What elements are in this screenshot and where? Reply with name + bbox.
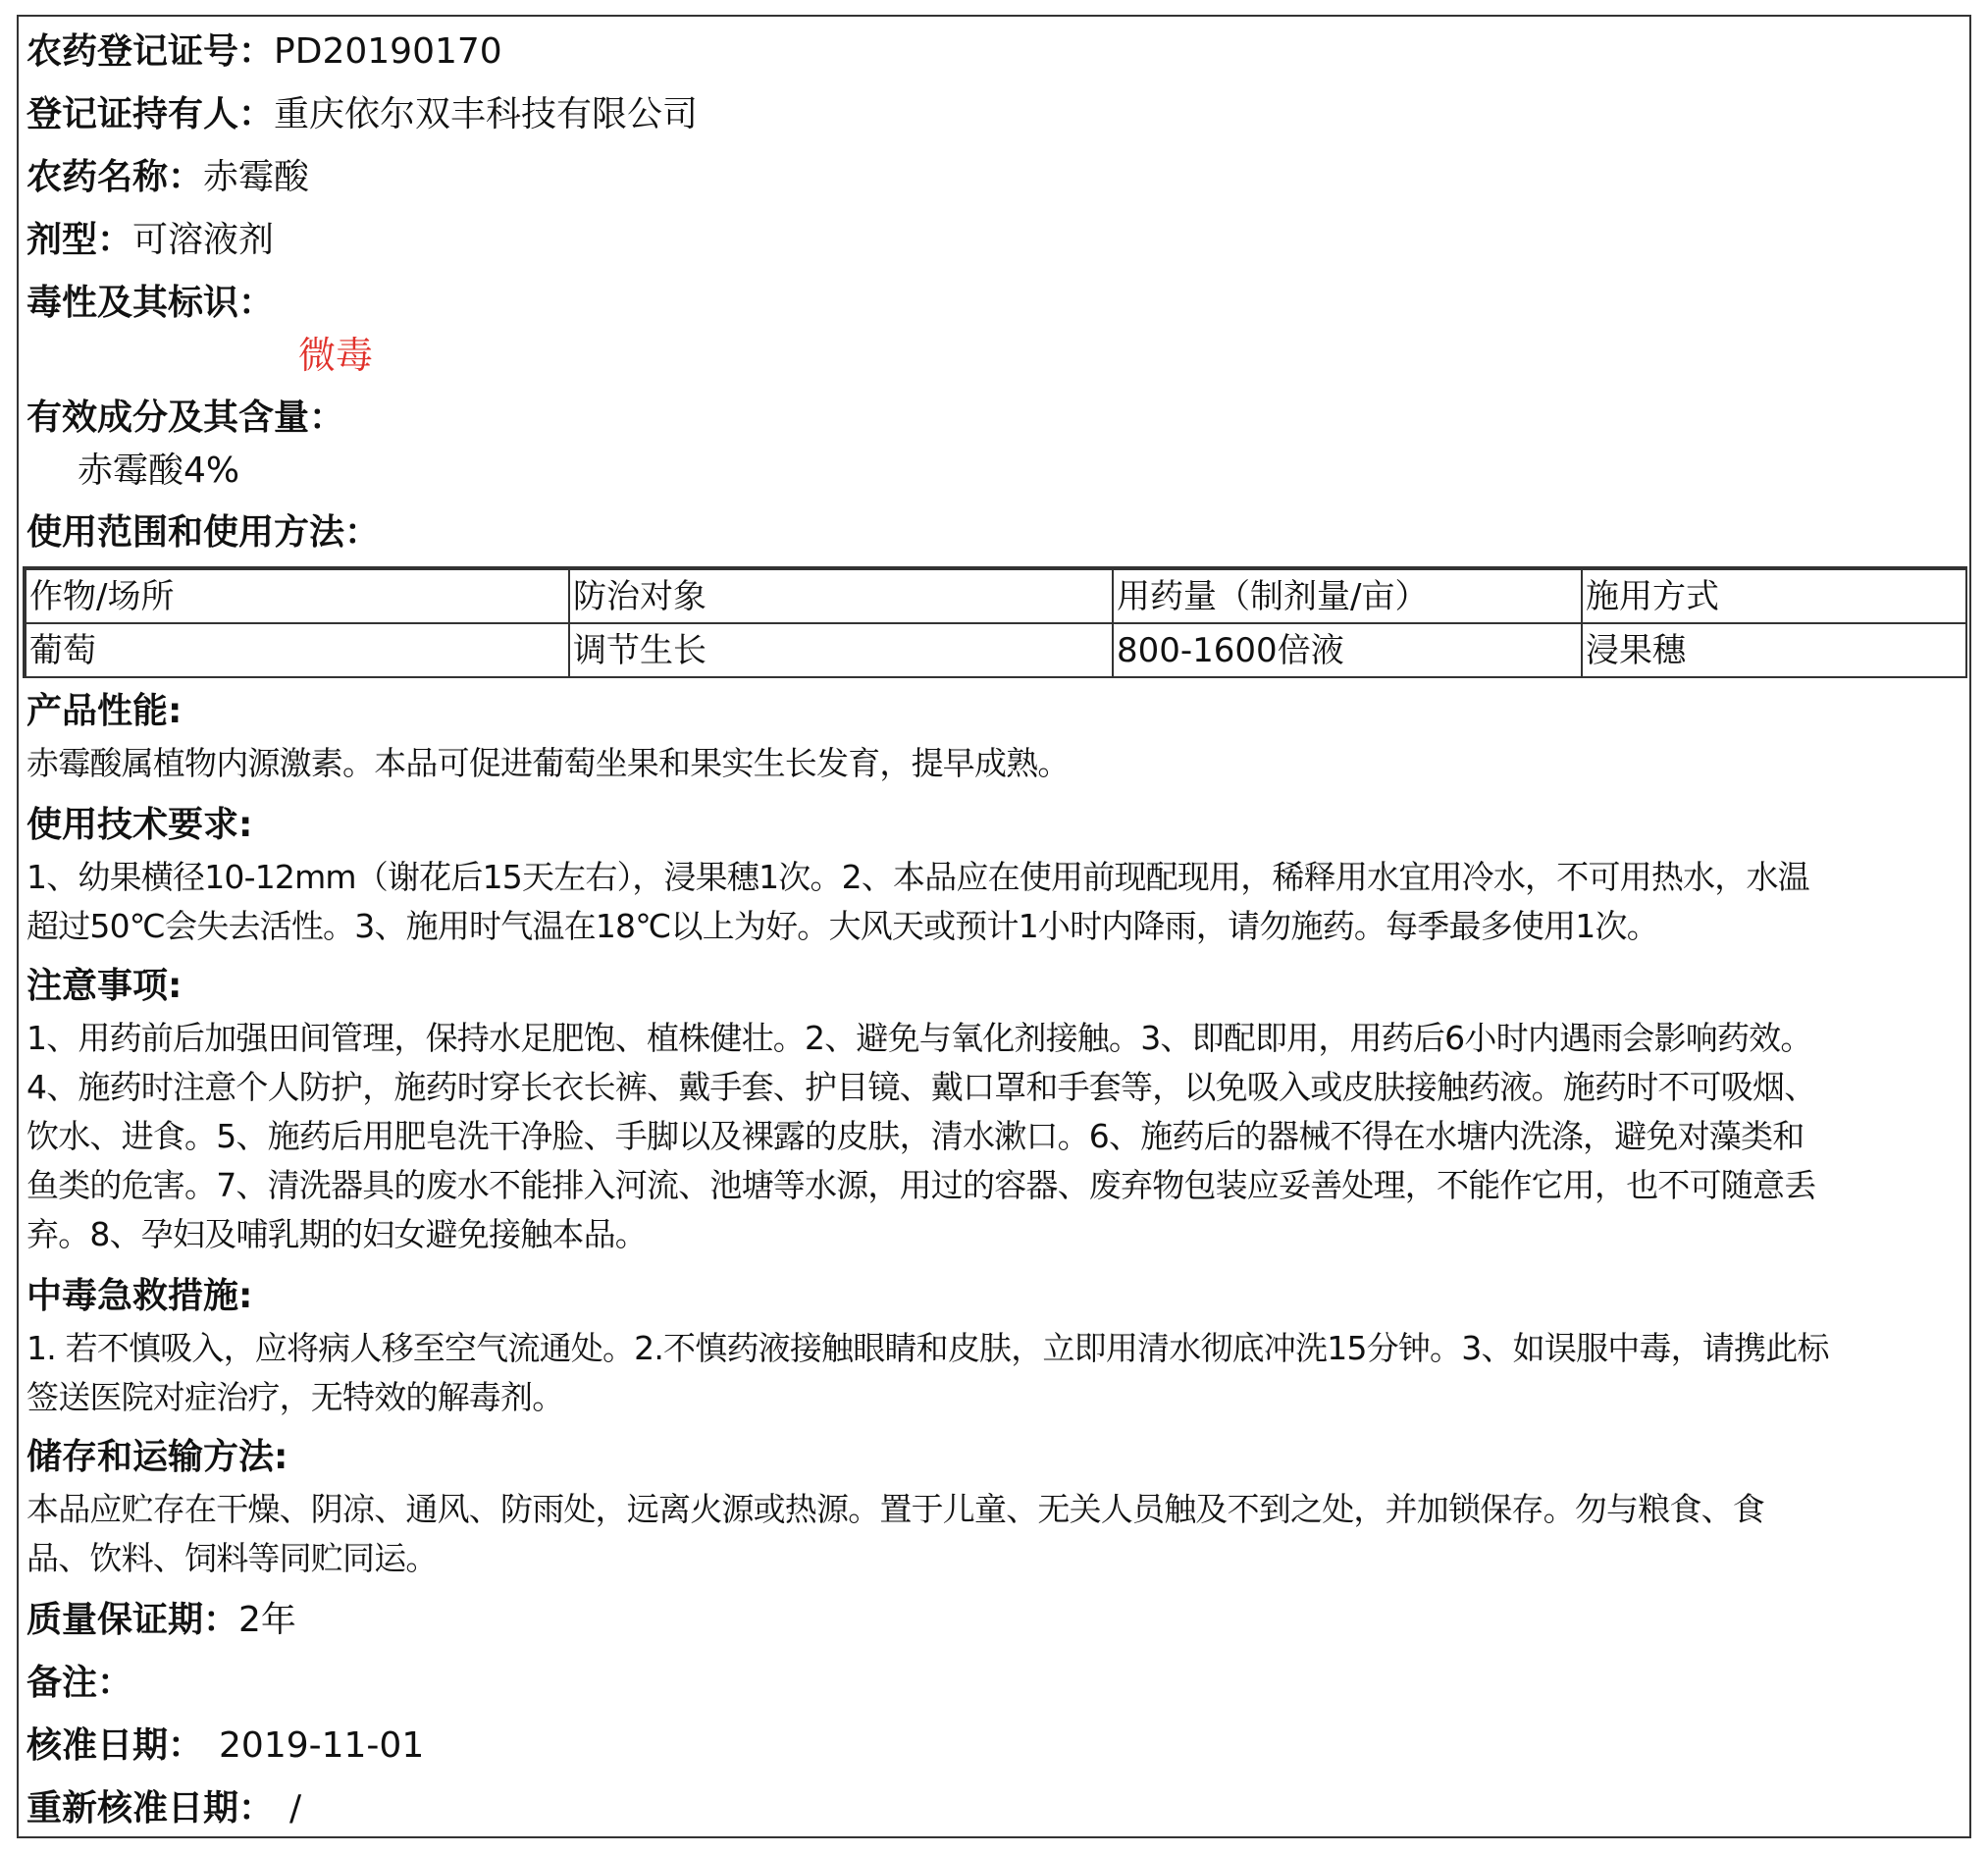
registrant-value: 重庆依尔双丰科技有限公司 bbox=[274, 94, 699, 134]
remarks-row bbox=[26, 1662, 132, 1705]
shelf-life-label: 质量保证期： bbox=[26, 1600, 239, 1640]
usage-label: 使用范围和使用方法： bbox=[26, 512, 381, 553]
label-document bbox=[17, 15, 1971, 1838]
performance-label: 产品性能: bbox=[26, 691, 183, 731]
table-row bbox=[26, 623, 1966, 677]
precautions-line: 鱼类的危害。7、清洗器具的废水不能排入河流、池塘等水源，用过的容器、废弃物包装应妥善处理，不能作它用，也不可随意丢 bbox=[26, 1166, 1816, 1204]
pesticide-name-row bbox=[26, 156, 309, 199]
usage-cell-crop: 葡萄 bbox=[26, 623, 569, 677]
technical-requirements-label: 使用技术要求: bbox=[26, 805, 253, 845]
pesticide-name-value: 赤霉酸 bbox=[203, 157, 310, 197]
registration-number-label: 农药登记证号： bbox=[26, 31, 275, 72]
usage-row bbox=[26, 511, 380, 555]
formulation-value: 可溶液剂 bbox=[132, 220, 275, 260]
pesticide-name-label: 农药名称： bbox=[26, 157, 204, 197]
registration-number-row bbox=[26, 30, 502, 74]
precautions-line: 弃。8、孕妇及哺乳期的妇女避免接触本品。 bbox=[26, 1215, 647, 1253]
registration-number-value: PD20190170 bbox=[274, 31, 502, 72]
precautions-heading bbox=[26, 965, 182, 1008]
technical-requirements-line: 1、幼果横径10-12mm（谢花后15天左右），浸果穗1次。2、本品应在使用前现配现用，稀释用水宜用冷水，不可用热水，水温 bbox=[26, 858, 1809, 896]
precautions-text bbox=[26, 1014, 1979, 1259]
technical-requirements-text bbox=[26, 853, 1979, 951]
storage-text bbox=[26, 1485, 1979, 1583]
first-aid-label: 中毒急救措施: bbox=[26, 1276, 253, 1316]
precautions-line: 饮水、进食。5、施药后用肥皂洗干净脸、手脚以及裸露的皮肤，清水漱口。6、施药后的器械不得在水塘内洗涤，避免对藻类和 bbox=[26, 1117, 1805, 1155]
approval-date-value: 2019-11-01 bbox=[219, 1725, 425, 1766]
approval-date-label: 核准日期： bbox=[26, 1725, 204, 1766]
usage-header-target: 防治对象 bbox=[569, 569, 1113, 623]
formulation-label: 剂型： bbox=[26, 220, 133, 260]
technical-requirements-heading bbox=[26, 804, 252, 847]
usage-cell-target: 调节生长 bbox=[569, 623, 1113, 677]
precautions-label: 注意事项: bbox=[26, 966, 183, 1006]
approval-date-row bbox=[26, 1724, 424, 1768]
usage-header-method: 施用方式 bbox=[1582, 569, 1966, 623]
storage-label: 储存和运输方法: bbox=[26, 1437, 288, 1477]
usage-header-crop: 作物/场所 bbox=[26, 569, 569, 623]
storage-line: 本品应贮存在干燥、阴凉、通风、防雨处，远离火源或热源。置于儿童、无关人员触及不到之处，并加锁保存。勿与粮食、食 bbox=[26, 1490, 1765, 1528]
active-ingredient-label: 有效成分及其含量： bbox=[26, 398, 345, 438]
active-ingredient-value: 赤霉酸4% bbox=[78, 450, 240, 491]
precautions-line: 4、施药时注意个人防护，施药时穿长衣长裤、戴手套、护目镜、戴口罩和手套等，以免吸入或皮肤接触药液。施药时不可吸烟、 bbox=[26, 1068, 1816, 1106]
reapproval-date-value: / bbox=[289, 1788, 302, 1828]
registrant-row bbox=[26, 93, 698, 136]
reapproval-date-label: 重新核准日期： bbox=[26, 1788, 275, 1828]
first-aid-line: 签送医院对症治疗，无特效的解毒剂。 bbox=[26, 1378, 564, 1416]
shelf-life-value: 2年 bbox=[238, 1600, 296, 1640]
first-aid-heading bbox=[26, 1275, 252, 1318]
performance-line: 赤霉酸属植物内源激素。本品可促进葡萄坐果和果实生长发育，提早成熟。 bbox=[26, 744, 1070, 782]
usage-table-header-row bbox=[26, 569, 1966, 623]
formulation-row bbox=[26, 219, 274, 262]
performance-heading bbox=[26, 690, 182, 733]
technical-requirements-line: 超过50℃会失去活性。3、施用时气温在18℃以上为好。大风天或预计1小时内降雨，请勿施药。每季最多使用1次。 bbox=[26, 907, 1658, 945]
usage-table bbox=[25, 568, 1967, 678]
usage-header-dosage: 用药量（制剂量/亩） bbox=[1113, 569, 1582, 623]
performance-text bbox=[26, 739, 1979, 788]
toxicity-mark: 微毒 bbox=[298, 334, 374, 377]
remarks-label: 备注： bbox=[26, 1663, 133, 1703]
active-ingredient-row bbox=[26, 397, 344, 440]
usage-cell-method: 浸果穗 bbox=[1582, 623, 1966, 677]
first-aid-line: 1. 若不慎吸入，应将病人移至空气流通处。2.不慎药液接触眼睛和皮肤，立即用清水彻底冲洗15分钟。3、如误服中毒，请携此标 bbox=[26, 1329, 1829, 1367]
toxicity-label: 毒性及其标识： bbox=[26, 283, 275, 323]
toxicity-row bbox=[26, 282, 274, 325]
storage-heading bbox=[26, 1436, 288, 1479]
storage-line: 品、饮料、饲料等同贮同运。 bbox=[26, 1539, 438, 1577]
shelf-life-row bbox=[26, 1599, 296, 1642]
usage-cell-dosage: 800-1600倍液 bbox=[1113, 623, 1582, 677]
first-aid-text bbox=[26, 1324, 1979, 1422]
precautions-line: 1、用药前后加强田间管理，保持水足肥饱、植株健壮。2、避免与氧化剂接触。3、即配即用，用药后6小时内遇雨会影响药效。 bbox=[26, 1019, 1812, 1057]
reapproval-date-row bbox=[26, 1787, 301, 1830]
registrant-label: 登记证持有人： bbox=[26, 94, 275, 134]
